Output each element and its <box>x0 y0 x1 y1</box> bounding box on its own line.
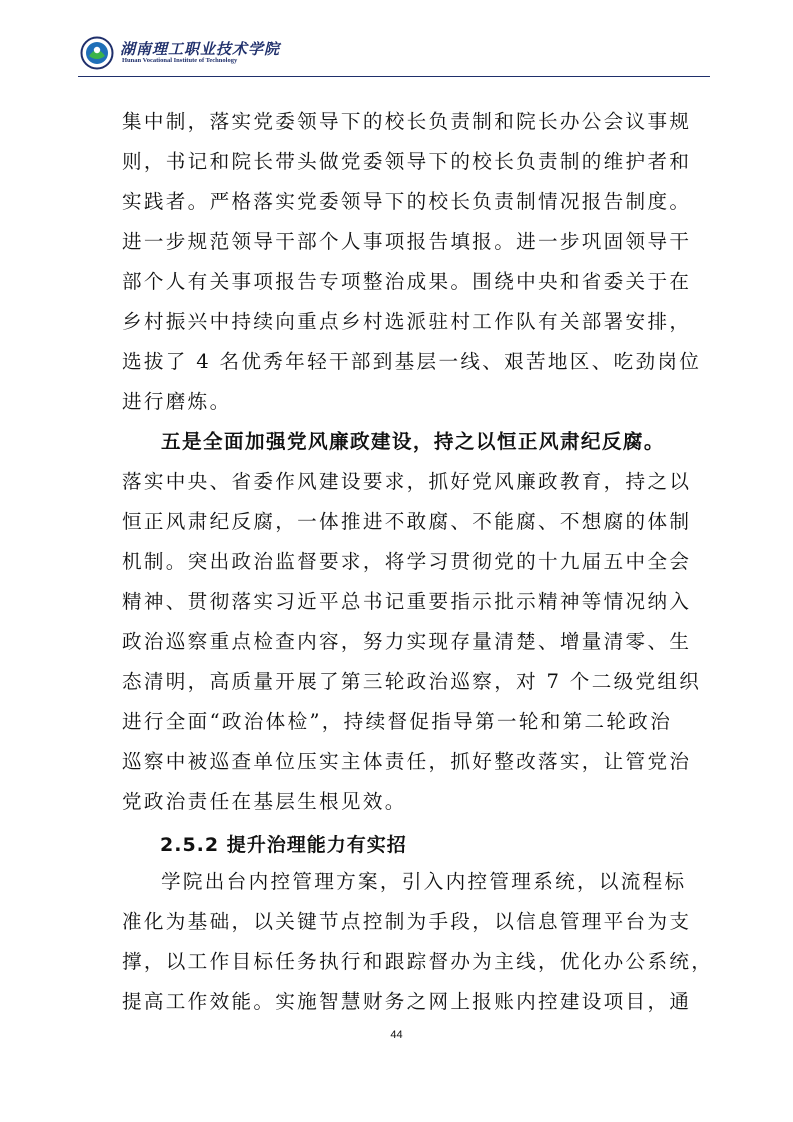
section-lead-sentence: 五是全面加强党风廉政建设，持之以恒正风肃纪反腐。 <box>161 430 665 453</box>
body-line: 落实中央、省委作风建设要求，抓好党风廉政教育，持之以 <box>122 470 692 493</box>
body-line: 实践者。严格落实党委领导下的校长负责制情况报告制度。 <box>122 190 692 213</box>
body-line: 恒正风肃纪反腐，一体推进不敢腐、不能腐、不想腐的体制 <box>122 510 692 533</box>
body-line: 进一步规范领导干部个人事项报告填报。进一步巩固领导干 <box>122 230 692 253</box>
institute-english-name: Hunan Vocational Institute of Technology <box>122 57 238 64</box>
body-line: 进行磨炼。 <box>122 390 232 413</box>
body-line: 机制。突出政治监督要求，将学习贯彻党的十九届五中全会 <box>122 550 692 573</box>
school-logo-icon <box>80 36 114 70</box>
body-line: 乡村振兴中持续向重点乡村选派驻村工作队有关部署安排， <box>122 310 692 333</box>
body-line: 准化为基础，以关键节点控制为手段，以信息管理平台为支 <box>122 910 692 933</box>
body-line: 精神、贯彻落实习近平总书记重要指示批示精神等情况纳入 <box>122 590 692 613</box>
body-line: 选拔了 4 名优秀年轻干部到基层一线、艰苦地区、吃劲岗位 <box>122 350 702 373</box>
body-line: 党政治责任在基层生根见效。 <box>122 790 407 813</box>
body-line: 学院出台内控管理方案，引入内控管理系统，以流程标 <box>161 870 687 893</box>
body-line: 部个人有关事项报告专项整治成果。围绕中央和省委关于在 <box>122 270 692 293</box>
section-heading: 2.5.2 提升治理能力有实招 <box>160 834 407 856</box>
body-line: 提高工作效能。实施智慧财务之网上报账内控建设项目，通 <box>122 990 692 1013</box>
body-line: 巡察中被巡查单位压实主体责任，抓好整改落实，让管党治 <box>122 750 692 773</box>
body-line: 态清明，高质量开展了第三轮政治巡察，对 7 个二级党组织 <box>122 670 702 693</box>
body-line: 进行全面“政治体检”，持续督促指导第一轮和第二轮政治 <box>122 710 673 733</box>
institute-name: 湖南理工职业技术学院 <box>120 40 281 58</box>
body-line: 则，书记和院长带头做党委领导下的校长负责制的维护者和 <box>122 150 692 173</box>
body-line: 集中制，落实党委领导下的校长负责制和院长办公会议事规 <box>122 110 692 133</box>
body-line: 撑，以工作目标任务执行和跟踪督办为主线，优化办公系统， <box>122 950 714 973</box>
body-line: 政治巡察重点检查内容，努力实现存量清楚、增量清零、生 <box>122 630 692 653</box>
page-number: 44 <box>390 1029 403 1041</box>
header <box>78 34 710 76</box>
header-divider <box>78 76 710 77</box>
